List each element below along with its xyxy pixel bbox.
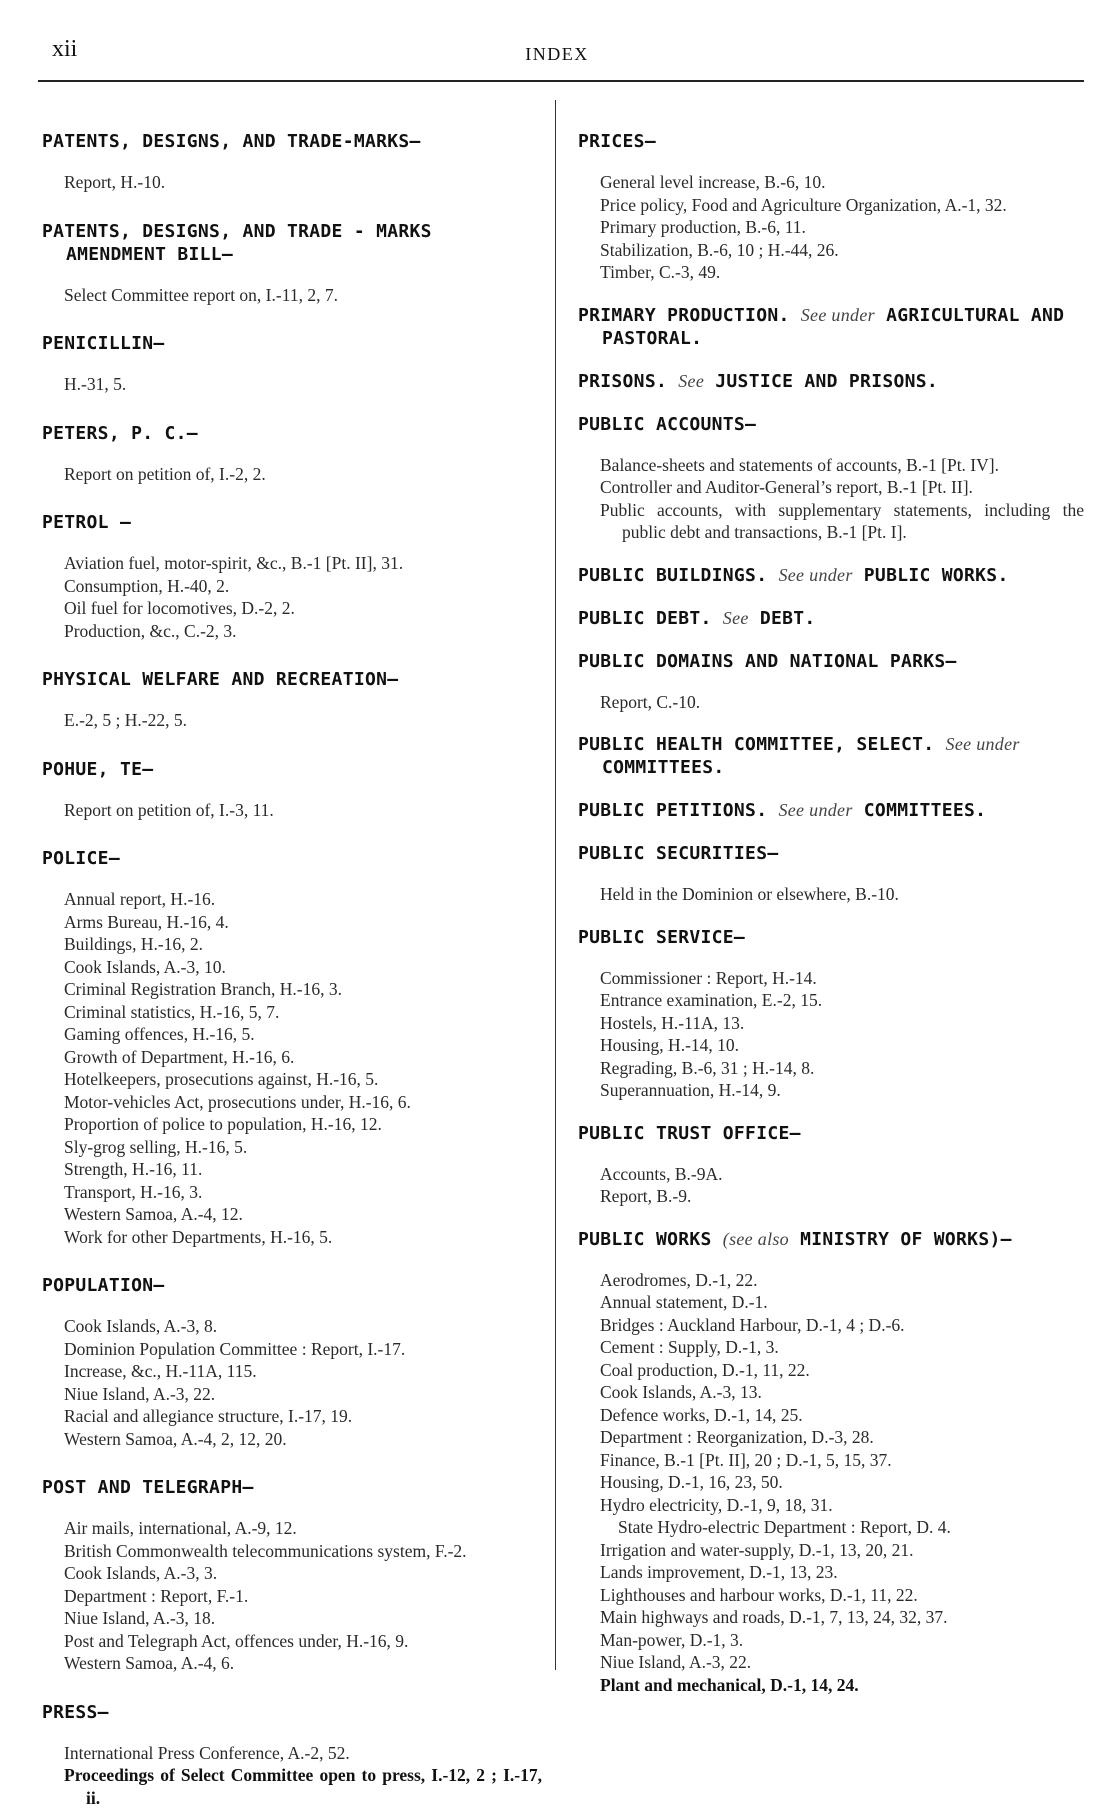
entry-heading — [42, 668, 542, 691]
heading-text: PRISONS. — [578, 371, 667, 392]
heading-text: PUBLIC DOMAINS AND NATIONAL PARKS— — [578, 651, 957, 672]
subentry: Cook Islands, A.-3, 13. — [578, 1381, 1084, 1404]
heading-text: PUBLIC TRUST OFFICE— — [578, 1123, 801, 1144]
heading-text: PUBLIC PETITIONS. — [578, 800, 767, 821]
subentry: E.-2, 5 ; H.-22, 5. — [42, 709, 542, 732]
entry-heading — [578, 799, 1084, 822]
left-column — [42, 112, 542, 1809]
subentry: Niue Island, A.-3, 22. — [578, 1651, 1084, 1674]
entry-heading — [578, 564, 1084, 587]
subentry: Report on petition of, I.-2, 2. — [42, 463, 542, 486]
subentry: Proportion of police to population, H.-16, 12. — [42, 1113, 542, 1136]
heading-text: PRESS— — [42, 1702, 109, 1723]
subentry: Plant and mechanical, D.-1, 14, 24. — [578, 1674, 1084, 1697]
subentry: Department : Report, F.-1. — [42, 1585, 542, 1608]
subentry: Annual report, H.-16. — [42, 888, 542, 911]
subentry: Dominion Population Committee : Report, I.-17. — [42, 1338, 542, 1361]
subentry: Defence works, D.-1, 14, 25. — [578, 1404, 1084, 1427]
see-target: DEBT. — [760, 608, 816, 629]
heading-text: POHUE, TE— — [42, 759, 153, 780]
see-target: MINISTRY OF WORKS)— — [800, 1229, 1012, 1250]
entry-heading — [578, 607, 1084, 630]
entry-heading — [578, 413, 1084, 436]
subentry: Niue Island, A.-3, 18. — [42, 1607, 542, 1630]
index-entry-pohue-te — [42, 758, 542, 822]
see-target: AGRICULTURAL AND PASTORAL. — [602, 305, 1064, 349]
subentry: Balance-sheets and statements of accounts, B.-1 [Pt. IV]. — [578, 454, 1084, 477]
entry-heading — [578, 370, 1084, 393]
index-entry-public-debt — [578, 607, 1084, 630]
subentry: Lands improvement, D.-1, 13, 23. — [578, 1561, 1084, 1584]
subentry: Stabilization, B.-6, 10 ; H.-44, 26. — [578, 239, 1084, 262]
subentry: Cement : Supply, D.-1, 3. — [578, 1336, 1084, 1359]
entry-heading — [42, 422, 542, 445]
entry-heading — [42, 1476, 542, 1499]
heading-text: POST AND TELEGRAPH— — [42, 1477, 254, 1498]
subentry: Coal production, D.-1, 11, 22. — [578, 1359, 1084, 1382]
see-target: COMMITTEES. — [602, 757, 725, 778]
subentry: Oil fuel for locomotives, D.-2, 2. — [42, 597, 542, 620]
subentry: Air mails, international, A.-9, 12. — [42, 1517, 542, 1540]
entry-heading — [42, 1701, 542, 1724]
entry-heading — [578, 1228, 1084, 1251]
index-entry-public-accounts — [578, 413, 1084, 544]
subentry: Niue Island, A.-3, 22. — [42, 1383, 542, 1406]
subentry: Aviation fuel, motor-spirit, &c., B.-1 [Pt. II], 31. — [42, 552, 542, 575]
entry-heading — [578, 926, 1084, 949]
subentry: Main highways and roads, D.-1, 7, 13, 24, 32, 37. — [578, 1606, 1084, 1629]
subentry: Lighthouses and harbour works, D.-1, 11, 22. — [578, 1584, 1084, 1607]
see-target: COMMITTEES. — [864, 800, 987, 821]
entry-heading — [578, 1122, 1084, 1145]
subentry: Controller and Auditor-General’s report, B.-1 [Pt. II]. — [578, 476, 1084, 499]
see-reference: See under — [778, 565, 852, 585]
subentry: Annual statement, D.-1. — [578, 1291, 1084, 1314]
entry-heading — [578, 304, 1084, 350]
right-column — [578, 112, 1084, 1696]
heading-text: PATENTS, DESIGNS, AND TRADE-MARKS— — [42, 131, 421, 152]
subentry: Transport, H.-16, 3. — [42, 1181, 542, 1204]
subentry: Sly-grog selling, H.-16, 5. — [42, 1136, 542, 1159]
entry-heading — [578, 650, 1084, 673]
subentry: British Commonwealth telecommunications system, F.-2. — [42, 1540, 542, 1563]
heading-text: PRIMARY PRODUCTION. — [578, 305, 790, 326]
index-entry-penicillin — [42, 332, 542, 396]
heading-text: PETROL — — [42, 512, 131, 533]
subentry: Racial and allegiance structure, I.-17, 19. — [42, 1405, 542, 1428]
heading-text: PUBLIC SERVICE— — [578, 927, 745, 948]
index-entry-petrol — [42, 511, 542, 642]
heading-text: PHYSICAL WELFARE AND RECREATION— — [42, 669, 398, 690]
subentry: Bridges : Auckland Harbour, D.-1, 4 ; D.-6. — [578, 1314, 1084, 1337]
entry-heading — [42, 332, 542, 355]
see-target: JUSTICE AND PRISONS. — [715, 371, 938, 392]
subentry: Work for other Departments, H.-16, 5. — [42, 1226, 542, 1249]
subentry: Report, B.-9. — [578, 1185, 1084, 1208]
header-rule — [38, 80, 1084, 82]
subentry: Cook Islands, A.-3, 3. — [42, 1562, 542, 1585]
subentry: Western Samoa, A.-4, 2, 12, 20. — [42, 1428, 542, 1451]
subentry: Cook Islands, A.-3, 8. — [42, 1315, 542, 1338]
subentry: Arms Bureau, H.-16, 4. — [42, 911, 542, 934]
heading-text: POLICE— — [42, 848, 120, 869]
subentry: General level increase, B.-6, 10. — [578, 171, 1084, 194]
subentry: Hydro electricity, D.-1, 9, 18, 31. — [578, 1494, 1084, 1517]
subentry: Public accounts, with supplementary statements, including the public debt and transactions, B.-1 [Pt. I]. — [578, 499, 1084, 544]
subentry: State Hydro-electric Department : Report, D. 4. — [578, 1516, 1084, 1539]
subentry: Superannuation, H.-14, 9. — [578, 1079, 1084, 1102]
subentry: Commissioner : Report, H.-14. — [578, 967, 1084, 990]
subentry: Hotelkeepers, prosecutions against, H.-16, 5. — [42, 1068, 542, 1091]
index-entry-patents-designs-and-trade-marks-amendmen — [42, 220, 542, 307]
heading-text: PUBLIC SECURITIES— — [578, 843, 778, 864]
subentry: Production, &c., C.-2, 3. — [42, 620, 542, 643]
subentry: Aerodromes, D.-1, 22. — [578, 1269, 1084, 1292]
subentry: Buildings, H.-16, 2. — [42, 933, 542, 956]
entry-heading — [42, 1274, 542, 1297]
subentry: Housing, H.-14, 10. — [578, 1034, 1084, 1057]
see-reference: See under — [801, 305, 875, 325]
subentry: Primary production, B.-6, 11. — [578, 216, 1084, 239]
entry-heading — [42, 130, 542, 153]
see-reference: See — [678, 371, 704, 391]
entry-heading — [42, 847, 542, 870]
subentry: Growth of Department, H.-16, 6. — [42, 1046, 542, 1069]
subentry: Western Samoa, A.-4, 6. — [42, 1652, 542, 1675]
heading-text: PENICILLIN— — [42, 333, 165, 354]
subentry: Finance, B.-1 [Pt. II], 20 ; D.-1, 5, 15, 37. — [578, 1449, 1084, 1472]
subentry: Price policy, Food and Agriculture Organization, A.-1, 32. — [578, 194, 1084, 217]
heading-text: PETERS, P. C.— — [42, 423, 198, 444]
entry-heading — [578, 733, 1084, 779]
subentry: Gaming offences, H.-16, 5. — [42, 1023, 542, 1046]
subentry: Regrading, B.-6, 31 ; H.-14, 8. — [578, 1057, 1084, 1080]
subentry: Report, H.-10. — [42, 171, 542, 194]
index-entry-public-service — [578, 926, 1084, 1102]
index-entry-population — [42, 1274, 542, 1450]
column-divider — [555, 100, 556, 1670]
index-entry-public-trust-office — [578, 1122, 1084, 1208]
see-reference: (see also — [723, 1229, 789, 1249]
subentry: Strength, H.-16, 11. — [42, 1158, 542, 1181]
heading-text: PRICES— — [578, 131, 656, 152]
index-entry-public-health-committee-select — [578, 733, 1084, 779]
index-entry-prisons — [578, 370, 1084, 393]
subentry: Motor-vehicles Act, prosecutions under, H.-16, 6. — [42, 1091, 542, 1114]
index-entry-physical-welfare-and-recreation — [42, 668, 542, 732]
subentry: Held in the Dominion or elsewhere, B.-10. — [578, 883, 1084, 906]
subentry: Proceedings of Select Committee open to press, I.-12, 2 ; I.-17, ii. — [42, 1764, 542, 1809]
heading-text: POPULATION— — [42, 1275, 165, 1296]
see-target: PUBLIC WORKS. — [864, 565, 1009, 586]
heading-text: PATENTS, DESIGNS, AND TRADE - MARKS AMENDMENT BILL— — [42, 221, 432, 265]
subentry: Timber, C.-3, 49. — [578, 261, 1084, 284]
subentry: Report, C.-10. — [578, 691, 1084, 714]
subentry: Entrance examination, E.-2, 15. — [578, 989, 1084, 1012]
subentry: Consumption, H.-40, 2. — [42, 575, 542, 598]
index-entry-peters-p-c — [42, 422, 542, 486]
subentry: Department : Reorganization, D.-3, 28. — [578, 1426, 1084, 1449]
index-entry-prices — [578, 130, 1084, 284]
heading-text: PUBLIC ACCOUNTS— — [578, 414, 756, 435]
heading-text: PUBLIC DEBT. — [578, 608, 712, 629]
index-entry-primary-production — [578, 304, 1084, 350]
heading-text: PUBLIC HEALTH COMMITTEE, SELECT. — [578, 734, 934, 755]
index-entry-press — [42, 1701, 542, 1809]
index-entry-public-petitions — [578, 799, 1084, 822]
subentry: Housing, D.-1, 16, 23, 50. — [578, 1471, 1084, 1494]
index-entry-police — [42, 847, 542, 1248]
subentry: Criminal statistics, H.-16, 5, 7. — [42, 1001, 542, 1024]
subentry: Select Committee report on, I.-11, 2, 7. — [42, 284, 542, 307]
index-entry-public-works — [578, 1228, 1084, 1697]
subentry: Cook Islands, A.-3, 10. — [42, 956, 542, 979]
page-number: xii — [52, 36, 77, 63]
subentry: Criminal Registration Branch, H.-16, 3. — [42, 978, 542, 1001]
subentry: Man-power, D.-1, 3. — [578, 1629, 1084, 1652]
index-entry-patents-designs-and-trade-marks — [42, 130, 542, 194]
running-head: INDEX — [0, 44, 1114, 65]
heading-text: PUBLIC BUILDINGS. — [578, 565, 767, 586]
subentry: Report on petition of, I.-3, 11. — [42, 799, 542, 822]
subentry: International Press Conference, A.-2, 52. — [42, 1742, 542, 1765]
subentry: Accounts, B.-9A. — [578, 1163, 1084, 1186]
entry-heading — [42, 758, 542, 781]
entry-heading — [578, 130, 1084, 153]
subentry: Post and Telegraph Act, offences under, H.-16, 9. — [42, 1630, 542, 1653]
entry-heading — [578, 842, 1084, 865]
subentry: H.-31, 5. — [42, 373, 542, 396]
subentry: Irrigation and water-supply, D.-1, 13, 20, 21. — [578, 1539, 1084, 1562]
index-entry-public-securities — [578, 842, 1084, 906]
index-entry-public-buildings — [578, 564, 1084, 587]
subentry: Increase, &c., H.-11A, 115. — [42, 1360, 542, 1383]
see-reference: See under — [778, 800, 852, 820]
entry-heading — [42, 511, 542, 534]
see-reference: See under — [946, 734, 1020, 754]
entry-heading — [42, 220, 542, 266]
subentry: Western Samoa, A.-4, 12. — [42, 1203, 542, 1226]
heading-text: PUBLIC WORKS — [578, 1229, 712, 1250]
index-entry-post-and-telegraph — [42, 1476, 542, 1675]
index-entry-public-domains-and-national-parks — [578, 650, 1084, 714]
subentry: Hostels, H.-11A, 13. — [578, 1012, 1084, 1035]
see-reference: See — [723, 608, 749, 628]
